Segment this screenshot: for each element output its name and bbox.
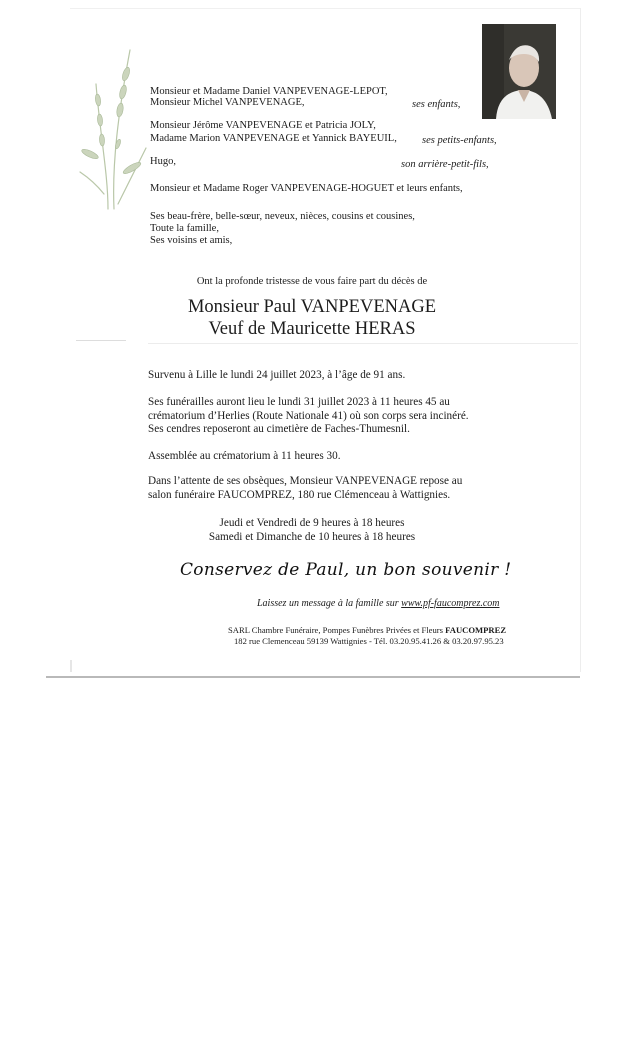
announcement-text: Ont la profonde tristesse de vous faire part du décès de [196,276,428,287]
visiting-hours: Samedi et Dimanche de 10 heures à 18 heures [208,531,416,543]
assembly-text: Assemblée au crématorium à 11 heures 30. [148,450,341,462]
funeral-home-footer [228,625,506,647]
family-line: Toute la famille, [150,223,219,234]
death-text: Survenu à Lille le lundi 24 juillet 2023, à l’âge de 91 ans. [148,369,406,381]
family-line: Monsieur et Madame Daniel VANPEVENAGE-LEPOT, [150,86,388,97]
footer-brand: FAUCOMPREZ [445,625,507,635]
website-link[interactable]: www.pf-faucomprez.com [401,598,500,609]
page-edge-left [70,660,72,672]
faint-separator [76,340,126,341]
bottom-rule [46,676,580,678]
wait-text: Dans l’attente de ses obsèques, Monsieur VANPEVENAGE repose au [148,475,463,487]
remembrance-script: Conservez de Paul, un bon souvenir ! [180,560,512,580]
family-line: Monsieur Jérôme VANPEVENAGE et Patricia JOLY, [150,120,376,131]
portrait-photo [482,24,556,119]
family-line: Madame Marion VANPEVENAGE et Yannick BAYEUIL, [150,133,397,144]
family-line: Ses beau-frère, belle-sœur, neveux, nièces, cousins et cousines, [150,211,415,222]
wait-text: salon funéraire FAUCOMPREZ, 180 rue Clémenceau à Wattignies. [148,489,451,501]
message-text: Laissez un message à la famille sur [257,598,402,609]
footer-address: 182 rue Clemenceau 59139 Wattignies - Tél. 03.20.95.41.26 & 03.20.97.95.23 [234,636,504,646]
family-line: Monsieur Michel VANPEVENAGE, [150,97,305,108]
message-line [257,598,500,609]
family-role: son arrière-petit-fils, [401,159,489,170]
family-line: Hugo, [150,156,176,167]
deceased-widow: Veuf de Mauricette HERAS [208,319,416,339]
faint-separator [148,343,578,344]
family-role: ses enfants, [412,99,461,110]
page-edge-top [70,8,580,9]
family-line: Monsieur et Madame Roger VANPEVENAGE-HOGUET et leurs enfants, [150,183,463,194]
deceased-name: Monsieur Paul VANPEVENAGE [187,297,437,317]
family-role: ses petits-enfants, [422,135,497,146]
family-line: Ses voisins et amis, [150,235,233,246]
portrait-image [482,24,556,119]
footer-company: SARL Chambre Funéraire, Pompes Funèbres Privées et Fleurs [228,625,446,635]
visiting-hours: Jeudi et Vendredi de 9 heures à 18 heures [219,517,405,529]
funeral-text: Ses funérailles auront lieu le lundi 31 juillet 2023 à 11 heures 45 au [148,396,450,408]
funeral-text: crématorium d’Herlies (Route Nationale 41) où son corps sera incinéré. [148,410,469,422]
plant-illustration [78,44,148,214]
funeral-text: Ses cendres reposeront au cimetière de Faches-Thumesnil. [148,423,410,435]
page-edge-right [580,8,581,672]
